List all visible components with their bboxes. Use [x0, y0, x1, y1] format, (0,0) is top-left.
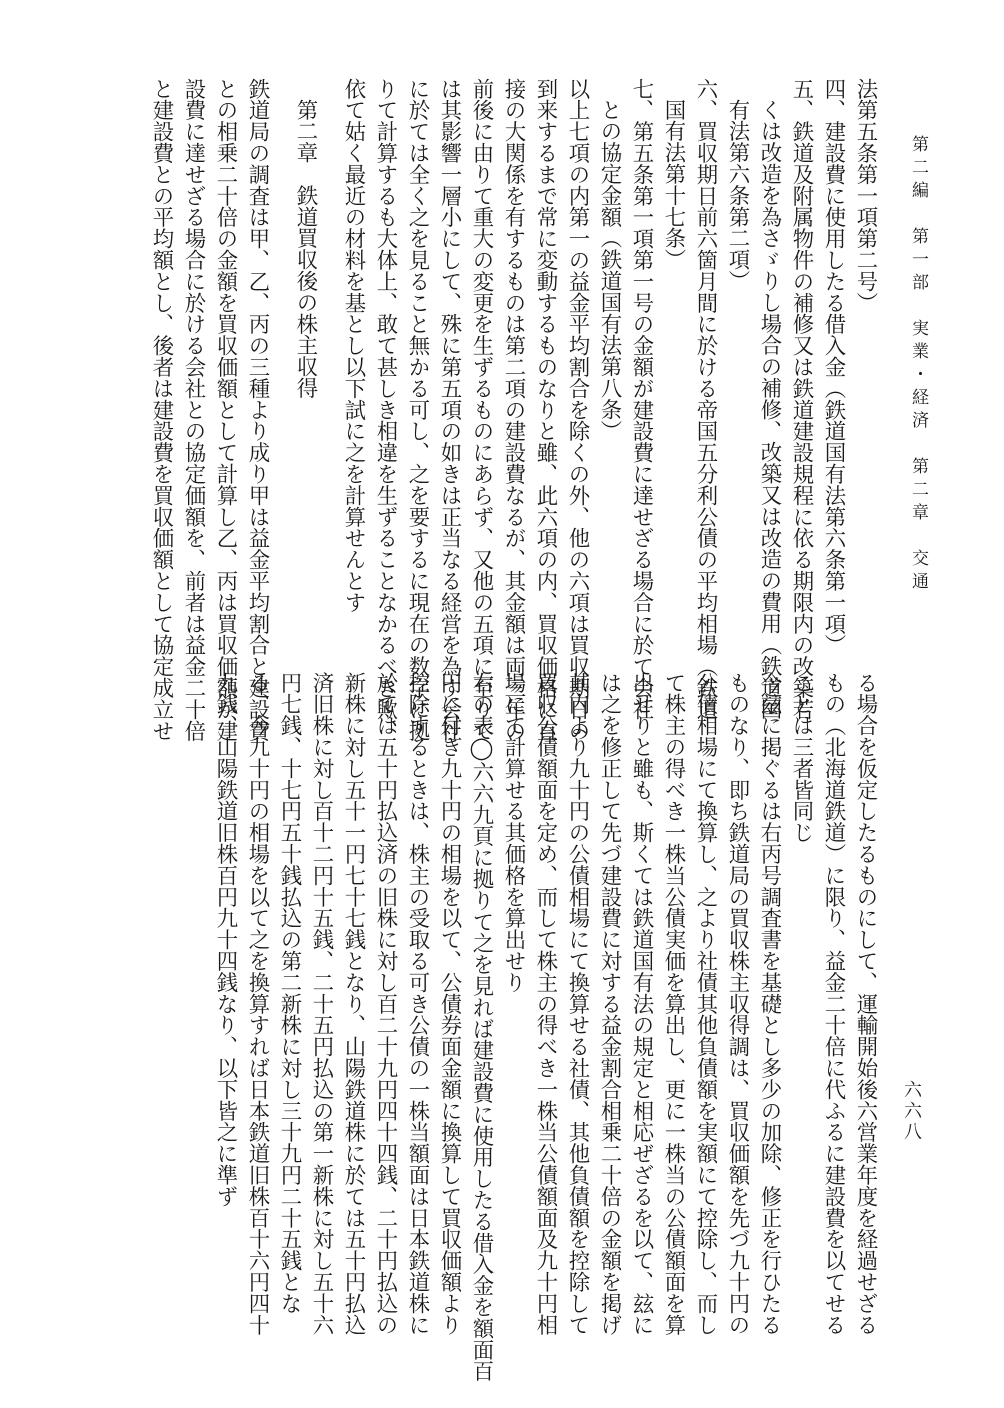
text-column: 於ては五十円払込済の旧株に対し百二十九円四十四銭、二十円払込の [373, 672, 398, 1336]
text-column: 公債相場にて換算し、之より社債其他負債額を実額にて控除し、而し [693, 672, 718, 1336]
text-column: 済旧株に対し百十二円十五銭、二十五円払込の第一新株に対し五十六 [309, 672, 334, 1336]
text-column: 右の表◯六六九頁に拠りて之を見れば建設費に使用したる借入金を額面百 [469, 672, 494, 1382]
text-column: ことは三者皆同じ [789, 672, 814, 844]
text-column: る場合を仮定したるものにして、運輸開始後六営業年度を経過せざる [853, 672, 878, 1336]
text-column: に於ては全く之を見ること無かる可し、之を要するに現在の数字に拠 [405, 78, 430, 742]
text-column: 国有法第十七条） [661, 99, 686, 271]
text-column: 七、第五条第一項第一号の金額が建設費に達せざる場合に於て会社 [629, 78, 654, 720]
text-column: 場にて計算せる其価格を算出せり [501, 672, 526, 993]
text-column: りて計算するも大体上、敢て甚しき相違を生ずることなかるべき歟、 [373, 78, 398, 742]
text-column: 九銭、山陽鉄道旧株百円九十四銭なり、以下皆之に準ず [213, 672, 238, 1207]
text-column: 鉄道局の調査は甲、乙、丙の三種より成り甲は益金平均割合と建設費 [245, 78, 270, 742]
text-column: 控除するときは、株主の受取る可き公債の一株当額面は日本鉄道株に [405, 672, 430, 1336]
text-column: 六、買収期日前六箇月間に於ける帝国五分利公債の平均相場（鉄道 [693, 78, 718, 720]
text-column: もの（北海道鉄道）に限り、益金二十倍に代ふるに建設費を以てせる [821, 672, 846, 1336]
running-header: 第二編 第一部 実業・経済 第二章 交通 [908, 135, 928, 595]
text-column: 其内より九十円の公債相場にて換算せる社債、其他負債額を控除して [565, 672, 590, 1336]
text-column: 円に付き九十円の相場を以て、公債券面金額に換算して買収価額より [437, 672, 462, 1336]
text-column: て株主の得べき一株当公債実価を算出し、更に一株当の公債額面を算 [661, 672, 686, 1336]
text-column: る、今九十円の相場を以て之を換算すれば日本鉄道旧株百十六円四十 [245, 672, 270, 1336]
text-column: との協定金額（鉄道国有法第八条） [597, 99, 622, 442]
text-column: 依て姑く最近の材料を基とし以下試に之を計算せんとす [341, 78, 366, 613]
text-column: 有法第六条第二項） [725, 99, 750, 292]
text-column: ものなり、即ち鉄道局の買収株主収得調は、買収価額を先づ九十円の [725, 672, 750, 1336]
text-column: は其影響一層小にして、殊に第五項の如きは正当なる経営を為す会社 [437, 78, 462, 742]
text-column: と建設費との平均額とし、後者は建設費を買収価額として協定成立せ [149, 78, 174, 742]
text-column: 円七銭、十七円五十銭払込の第二新株に対し三十九円二十五銭とな [277, 672, 302, 1314]
text-column: くは改造を為さゞりし場合の補修、改築又は改造の費用（鉄道国 [757, 99, 782, 720]
page-number: 六六八 [901, 1080, 922, 1143]
chapter-heading: 第二章 鉄道買収後の株主収得 [293, 99, 318, 399]
text-column: 出せりと雖も、斯くては鉄道国有法の規定と相応ぜざるを以て、玆に [629, 672, 654, 1336]
text-column: との相乗二十倍の金額を買収価額として計算し乙、丙は買収価額が建 [213, 78, 238, 742]
text-column: 前後に由りて重大の変更を生ずるものにあらず、又他の五項に至りて [469, 78, 494, 742]
text-column: は之を修正して先づ建設費に対する益金割合相乗二十倍の金額を掲げ [597, 672, 622, 1336]
text-column: 買収公債額面を定め、而して株主の得べき一株当公債額面及九十円相 [533, 672, 558, 1336]
text-column: 以上七項の内第一の益金平均割合を除くの外、他の六項は買収期日の [565, 78, 590, 742]
text-column: 接の大関係を有するものは第二項の建設費なるが、其金額は両三年の [501, 78, 526, 742]
text-column: 四、建設費に使用したる借入金（鉄道国有法第六条第一項） [821, 78, 846, 656]
text-column: 五、鉄道及附属物件の補修又は鉄道建設規程に依る期限内の改築若 [789, 78, 814, 720]
text-column: 今玆に掲ぐるは右丙号調査書を基礎とし多少の加除、修正を行ひたる [757, 672, 782, 1336]
text-column: 法第五条第一項第二号） [853, 78, 878, 314]
text-column: 設費に達せざる場合に於ける会社との協定価額を、前者は益金二十倍 [181, 78, 206, 742]
text-column: 新株に対し五十一円七十七銭となり、山陽鉄道株に於ては五十円払込 [341, 672, 366, 1336]
text-column: 到来するまで常に変動するものなりと雖、此六項の内、買収価格に直 [533, 78, 558, 742]
